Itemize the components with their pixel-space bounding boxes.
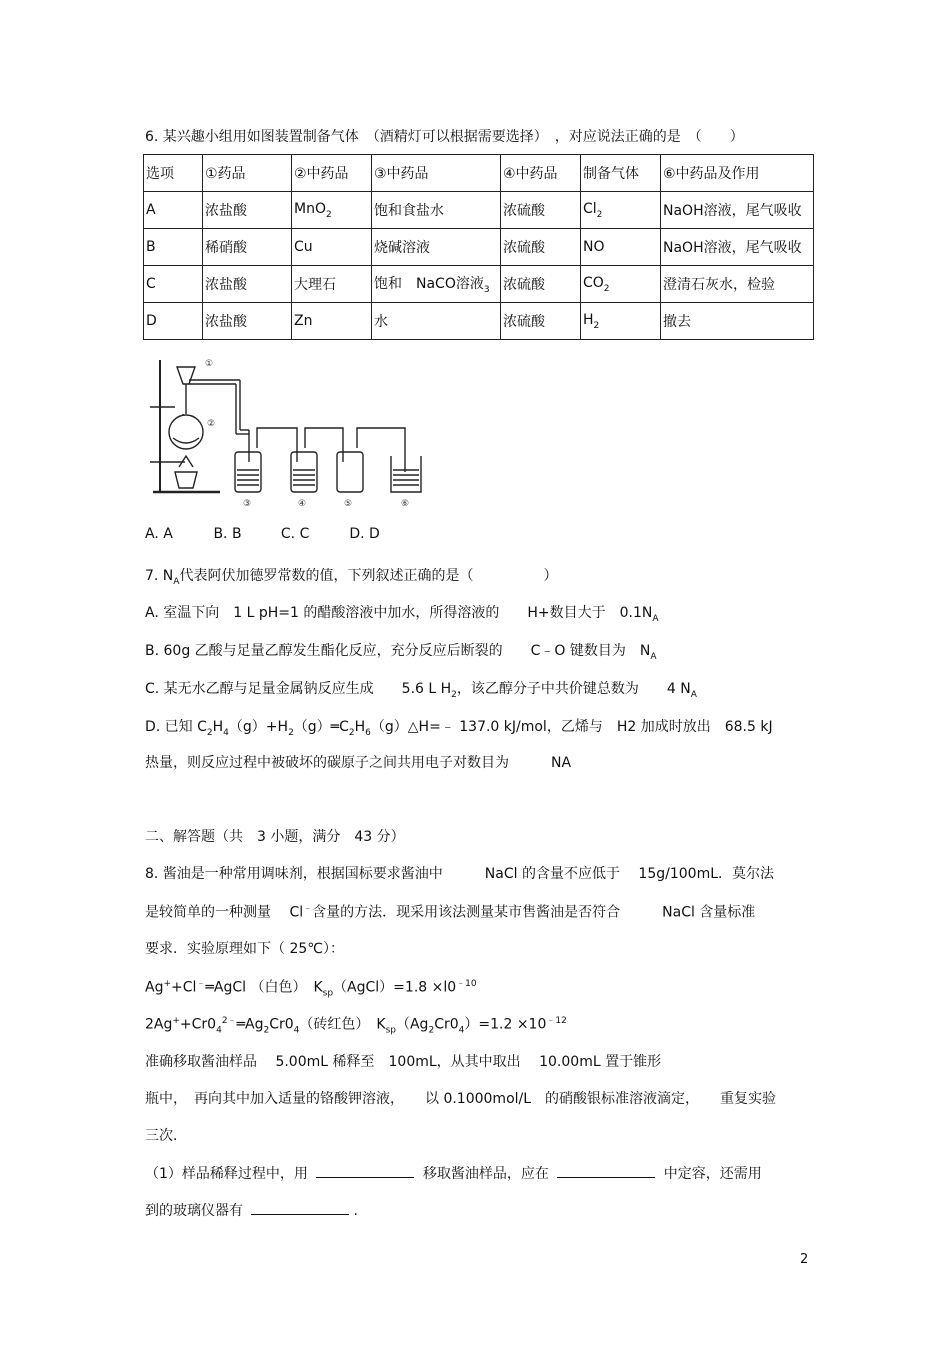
q8-line2: 是较简单的一种测量 Cl﹣含量的方法．现采用该法测量某市售酱油是否符合 NaCl 含量标准 (145, 904, 756, 921)
answer-blank-1[interactable] (316, 1163, 414, 1178)
label-5: ⑤ (344, 499, 353, 509)
q8-line1: 8. 酱油是一种常用调味剂，根据国标要求酱油中 NaCl 的含量不应低于 15g/100mL．莫尔法 (145, 866, 774, 882)
q8-equation2: $2Ag^++Cr0_4^{2﹣}═Ag_2Cr0_4$（砖红色） $K_{sp}(Ag_2Cr0_4)=1.2 \times 10^{﹣12}$ (145, 1016, 567, 1036)
label-3: ③ (243, 499, 252, 509)
table-row: D 浓盐酸 Zn 水 浓硫酸 $H_2$ 撤去 (144, 303, 814, 340)
q6-options-table (143, 154, 814, 340)
label-4: ④ (298, 499, 307, 509)
label-1: ① (205, 359, 214, 369)
q7-option-d: D. 已知 $C_2H_4(g)+H_2(g)═C_2H_6(g)\triangle H=﹣$ 137.0 kJ/mol，乙烯与 H2 加成时放出 68.5 kJ (145, 719, 773, 738)
choice-c[interactable]: C. C (280, 526, 310, 542)
q7-stem: 7. $N_A$代表阿伏加德罗常数的值，下列叙述正确的是（ ） (145, 568, 558, 587)
answer-blank-2[interactable] (557, 1163, 655, 1178)
choice-b[interactable]: B. B (213, 526, 242, 542)
q8-line3: 要求．实验原理如下（ 25℃）： (145, 941, 344, 957)
q7-option-b: B. 60g 乙酸与足量乙醇发生酯化反应，充分反应后断裂的 C﹣O 键数目为 $N_A$ (145, 643, 657, 662)
q7-option-c: C. 某无水乙醇与足量金属钠反应生成 5.6 L $H_2$，该乙醇分子中共价键总数为 4 $N_A$ (145, 681, 697, 700)
q8-part1-cont: 到的玻璃仪器有 . (145, 1200, 358, 1220)
q6-choices (145, 526, 380, 542)
q8-line6: 准确移取酱油样品 5.00mL 稀释至 100mL，从其中取出 10.00mL 置于锥形 (145, 1054, 662, 1070)
section-title: 二、解答题（共 3 小题，满分 43 分） (145, 829, 405, 845)
table-header-row: 选项 ①药品 ②中药品 ③中药品 ④中药品 制备气体 ⑥中药品及作用 (144, 155, 814, 192)
apparatus-diagram (145, 352, 425, 512)
q8-equation1: Ag++Cl﹣═AgCl （白色） $K_{sp}(AgCl)=1.8 \times l0^{﹣10}$ (145, 979, 477, 999)
q6-stem: 6. 某兴趣小组用如图装置制备气体 （酒精灯可以根据需要选择） ，对应说法正确的是 （ ） (145, 129, 744, 145)
q8-part1: （1）样品稀释过程中，用 移取酱油样品，应在 中定容，还需用 (145, 1163, 762, 1183)
table-row: A 浓盐酸 MnO$_2$ 饱和食盐水 浓硫酸 $Cl_2$ NaOH溶液，尾气吸收 (144, 192, 814, 229)
choice-d[interactable]: D. D (349, 526, 380, 542)
page-number: 2 (800, 1252, 809, 1267)
label-6: ⑥ (401, 499, 410, 509)
table-row: B 稀硝酸 Cu 烧碱溶液 浓硫酸 NO NaOH溶液，尾气吸收 (144, 229, 814, 266)
table-row: C 浓盐酸 大理石 饱和 NaCO溶液$_3$ 浓硫酸 $CO_2$ 澄清石灰水，检验 (144, 266, 814, 303)
answer-blank-3[interactable] (251, 1200, 349, 1215)
q7-option-a: A. 室温下向 1 L pH=1 的醋酸溶液中加水，所得溶液的 H+数目大于 $0.1N_A$ (145, 605, 659, 624)
label-2: ② (207, 419, 216, 429)
q8-line8: 三次． (145, 1128, 187, 1144)
q8-line7: 瓶中， 再向其中加入适量的铬酸钾溶液， 以 0.1000mol/L 的硝酸银标准溶液滴定， 重复实验 (145, 1091, 777, 1107)
q7-option-d-cont: 热量，则反应过程中被破坏的碳原子之间共用电子对数目为 NA (145, 755, 572, 771)
choice-a[interactable]: A. A (145, 526, 173, 542)
